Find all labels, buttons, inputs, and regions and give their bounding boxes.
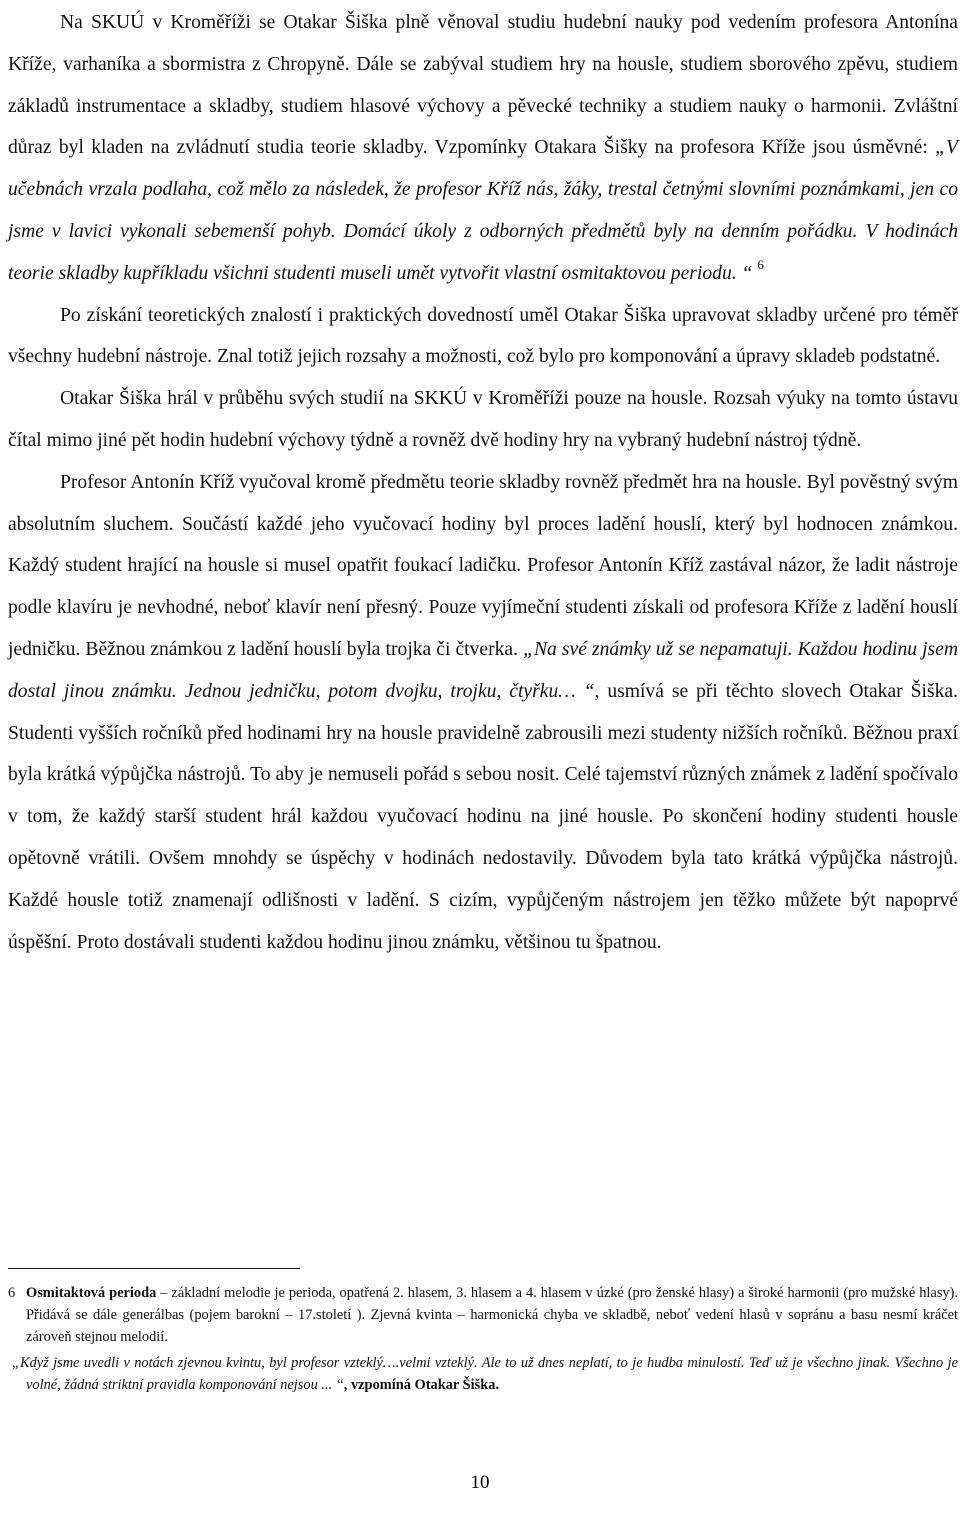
footnote-quote [8,1353,958,1397]
footnote-term: Osmitaktová perioda [26,1285,157,1301]
page-number: 10 [470,1472,490,1493]
paragraph-4-text: Profesor Antonín Kříž vyučoval kromě předmětu teorie skladby rovněž předmět hra na housle. Byl pověstný svým absolutním sluchem. Součástí každé jeho vyučovací hodiny byl proces ladění houslí, který byl hodnocen známkou. Každý student hrající na housle si musel opatřit foukací ladičku. Profesor Antonín Kříž zastával názor, že ladit nástroje podle klavíru je nevhodné, neboť klavír není přesný. Pouze vyjímeční studenti získali od profesora Kříže z ladění houslí jedničku. Běžnou známkou z ladění houslí byla trojka či čtverka. [8,471,958,660]
paragraph-4 [8,462,958,964]
paragraph-2: Po získání teoretických znalostí i praktických dovedností uměl Otakar Šiška upravovat skladby určené pro téměř všechny hudební nástroje. Znal totiž jejich rozsahy a možnosti, což bylo pro komponování a úpravy skladeb podstatné. [8,304,958,368]
footnote-6 [8,1283,958,1348]
paragraph-3: Otakar Šiška hrál v průběhu svých studií na SKKÚ v Kroměříži pouze na housle. Rozsah výuky na tomto ústavu čítal mimo jiné pět hodin hudební výchovy týdně a rovněž dvě hodiny hry na vybraný hudební nástroj týdně. [8,388,958,451]
body-text [8,2,958,963]
footnotes [8,1283,958,1397]
paragraph-4-continuation: , usmívá se při těchto slovech Otakar Šiška. Studenti vyšších ročníků před hodinami hry na housle pravidelně zabrousili mezi studenty nižších ročníků. Běžnou praxí byla krátká výpůjčka nástrojů. To aby je nemuseli pořád s sebou nosit. Celé tajemství různých známek z ladění spočívalo v tom, že každý starší student hrál každou vyučovací hodinu na jiné housle. Po skončení hodiny studenti housle opětovně vrátili. Ovšem mnohdy se úspěchy v hodinách nedostavily. Důvodem byla tato krátká výpůjčka nástrojů. Každé housle totiž znamenají odlišnosti v ladění. S cizím, vypůjčeným nástrojem jen těžko můžete být napoprvé úspěšní. Proto dostávali studenti každou hodinu jinou známku, většinou tu špatnou. [8,680,958,953]
paragraph-1-text: Na SKUÚ v Kroměříži se Otakar Šiška plně věnoval studiu hudební nauky pod vedením profesora Antonína Kříže, varhaníka a sbormistra z Chropyně. Dále se zabýval studiem hry na housle, studiem sborového zpěvu, studiem základů instrumentace a skladby, studiem hlasové výchovy a pěvecké techniky a studiem nauky o harmonii. Zvláštní důraz byl kladen na zvládnutí studia teorie skladby. Vzpomínky Otakara Šišky na profesora Kříže jsou úsměvné: [8,12,958,159]
quote-close: “ [736,262,753,284]
footnote-reference[interactable]: 6 [757,256,764,272]
quote-recollection: „V učebnách vrzala podlaha, což mělo za následek, že profesor Kříž nás, žáky, trestal četnými slovními poznámkami, jen co jsme v lavici vykonali sebemenší pohyb. Domácí úkoly z odborných předmětů byly na denním pořádku. V hodinách teorie skladby kupříkladu všichni studenti museli umět vytvořit vlastní osmitaktovou periodu. [8,137,958,284]
footnote-quote-text: „Když jsme uvedli v notách zjevnou kvintu, byl profesor vzteklý….velmi vzteklý. Ale to už dnes neplatí, to je hudba minulostí. Teď už je všechno jinak. Všechno je volné, žádná striktní pravidla komponování nejsou ... “ [12,1355,958,1394]
footnote-attribution: , vzpomíná Otakar Šiška. [343,1377,500,1394]
footnote-divider [8,1268,300,1269]
paragraph-1 [8,2,958,295]
quote-grades: „Na své známky už se nepamatuji. Každou hodinu jsem dostal jinou známku. Jednou jedničku, potom dvojku, trojku, čtyřku… “ [8,638,958,702]
footnote-number: 6 [8,1285,16,1301]
document-page [8,0,958,1514]
footnote-definition: – základní melodie je perioda, opatřená 2. hlasem, 3. hlasem a 4. hlasem v úzké (pro ženské hlasy) a široké harmonii (pro mužské hlasy). Přidává se dále generálbas (pojem barokní – 17.století ). Zjevná kvinta – harmonická chyba ve skladbě, neboť vedení hlasů v sopránu a basu nesmí kráčet zároveň stejnou melodií. [26,1285,959,1345]
